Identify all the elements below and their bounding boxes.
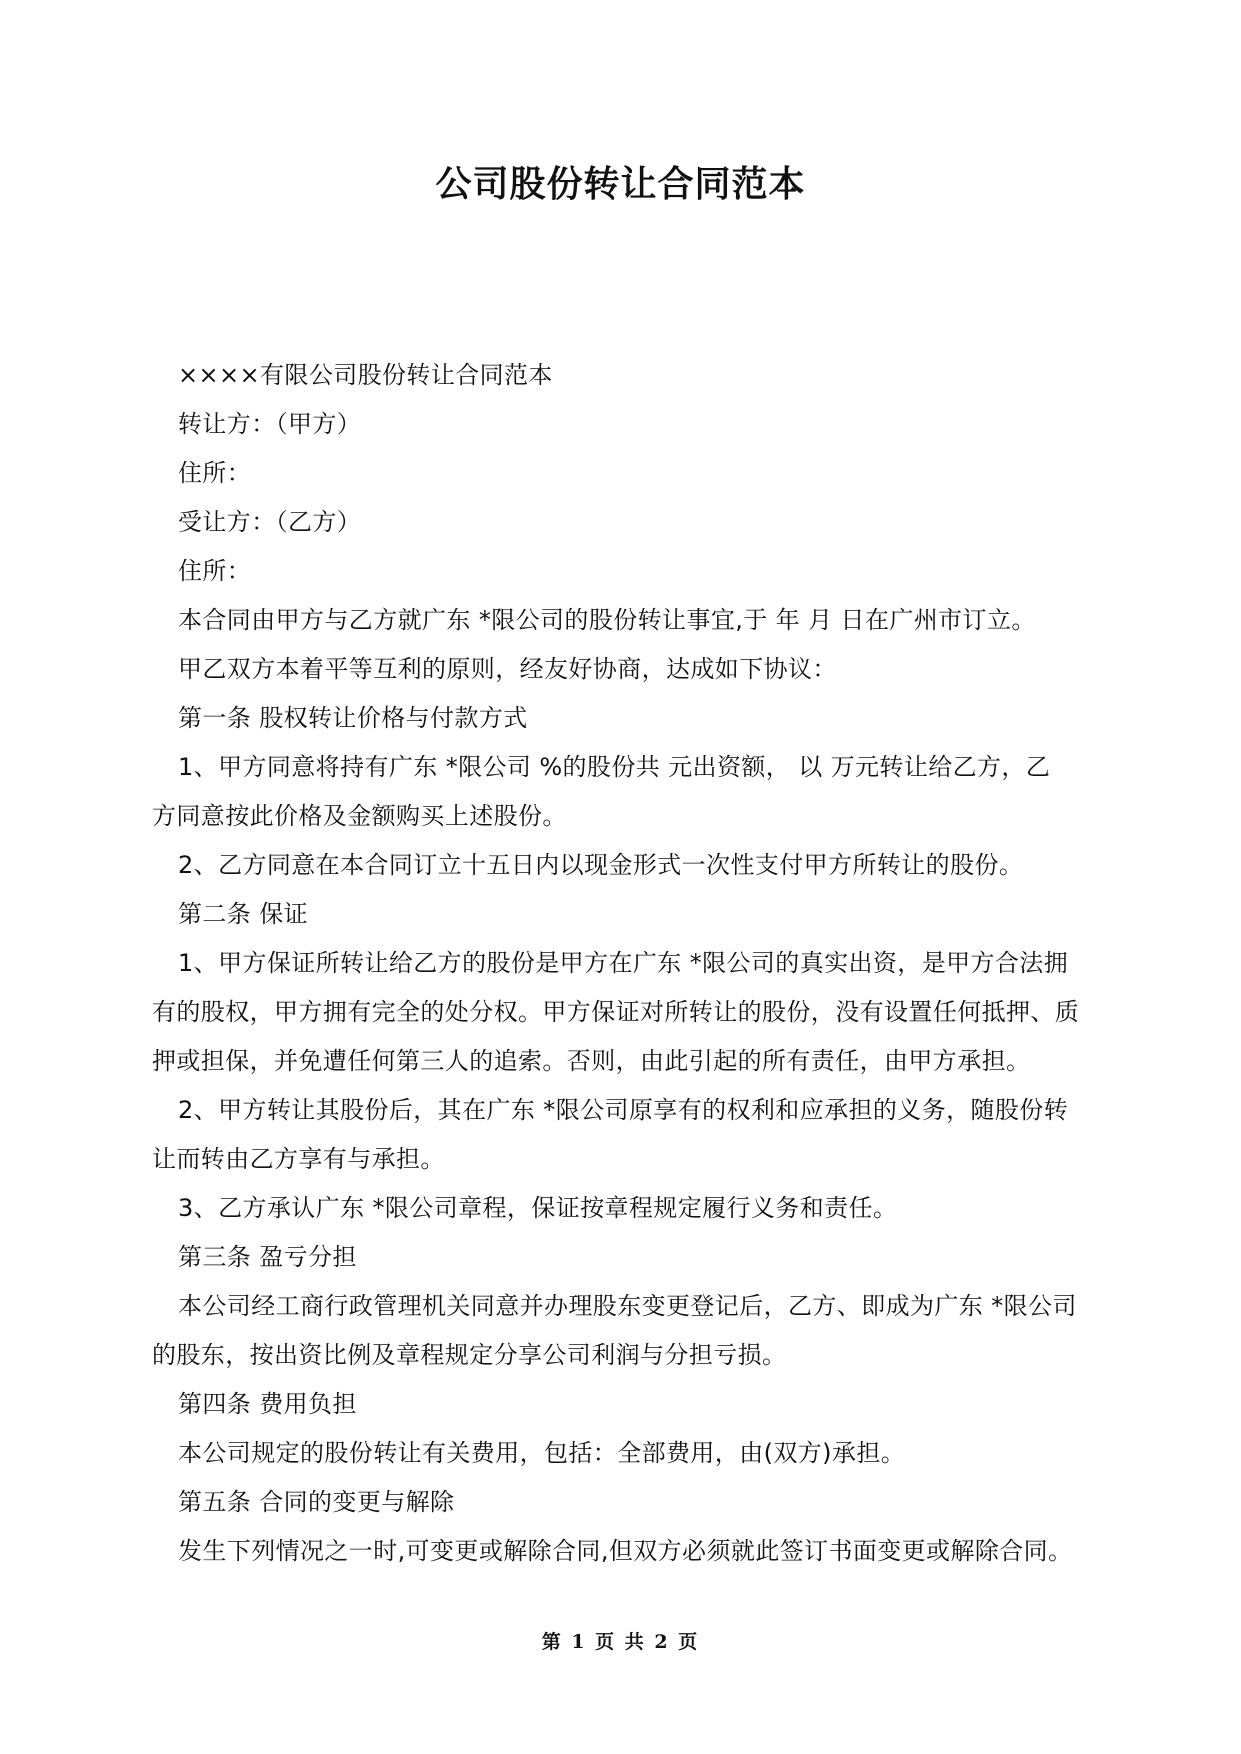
paragraph-line: 1、甲方同意将持有广东 *限公司 %的股份共 元出资额， 以 万元转让给乙方，乙 bbox=[178, 753, 1051, 781]
paragraph-line: 让而转由乙方享有与承担。 bbox=[152, 1145, 445, 1173]
paragraph-line: ××××有限公司股份转让合同范本 bbox=[178, 361, 553, 389]
document-title: 公司股份转让合同范本 bbox=[435, 164, 806, 205]
paragraph-line: 方同意按此价格及金额购买上述股份。 bbox=[152, 802, 567, 830]
paragraph-line: 住所： bbox=[178, 459, 252, 487]
paragraph-line: 转让方：（甲方） bbox=[178, 410, 362, 438]
section-heading: 第五条 合同的变更与解除 bbox=[178, 1488, 455, 1516]
paragraph-line: 3、乙方承认广东 *限公司章程，保证按章程规定履行义务和责任。 bbox=[178, 1194, 898, 1222]
section-heading: 第一条 股权转让价格与付款方式 bbox=[178, 704, 528, 732]
section-heading: 第三条 盈亏分担 bbox=[178, 1243, 357, 1271]
paragraph-line: 甲乙双方本着平等互利的原则，经友好协商，达成如下协议： bbox=[178, 655, 837, 683]
paragraph-line: 本合同由甲方与乙方就广东 *限公司的股份转让事宜,于 年 月 日在广州市订立。 bbox=[178, 606, 1036, 634]
paragraph-line: 押或担保，并免遭任何第三人的追索。否则，由此引起的所有责任，由甲方承担。 bbox=[152, 1047, 1031, 1075]
section-heading: 第二条 保证 bbox=[178, 900, 309, 928]
paragraph-line: 受让方：（乙方） bbox=[178, 508, 362, 536]
document-body bbox=[152, 351, 1097, 1576]
section-heading: 第四条 费用负担 bbox=[178, 1390, 357, 1418]
page-number: 第 1 页 共 2 页 bbox=[541, 1631, 700, 1653]
paragraph-line: 的股东，按出资比例及章程规定分享公司利润与分担亏损。 bbox=[152, 1341, 787, 1369]
paragraph-line: 本公司经工商行政管理机关同意并办理股东变更登记后，乙方、即成为广东 *限公司 bbox=[178, 1292, 1077, 1320]
paragraph-line: 住所： bbox=[178, 557, 252, 585]
paragraph-line: 2、甲方转让其股份后，其在广东 *限公司原享有的权利和应承担的义务，随股份转 bbox=[178, 1096, 1069, 1124]
paragraph-line: 发生下列情况之一时,可变更或解除合同,但双方必须就此签订书面变更或解除合同。 bbox=[178, 1537, 1073, 1565]
paragraph-line: 2、乙方同意在本合同订立十五日内以现金形式一次性支付甲方所转让的股份。 bbox=[178, 851, 1024, 879]
paragraph-line: 有的股权，甲方拥有完全的处分权。甲方保证对所转让的股份，没有设置任何抵押、质 bbox=[152, 998, 1080, 1026]
paragraph-line: 本公司规定的股份转让有关费用，包括：全部费用，由(双方)承担。 bbox=[178, 1439, 906, 1467]
paragraph-line: 1、甲方保证所转让给乙方的股份是甲方在广东 *限公司的真实出资，是甲方合法拥 bbox=[178, 949, 1069, 977]
